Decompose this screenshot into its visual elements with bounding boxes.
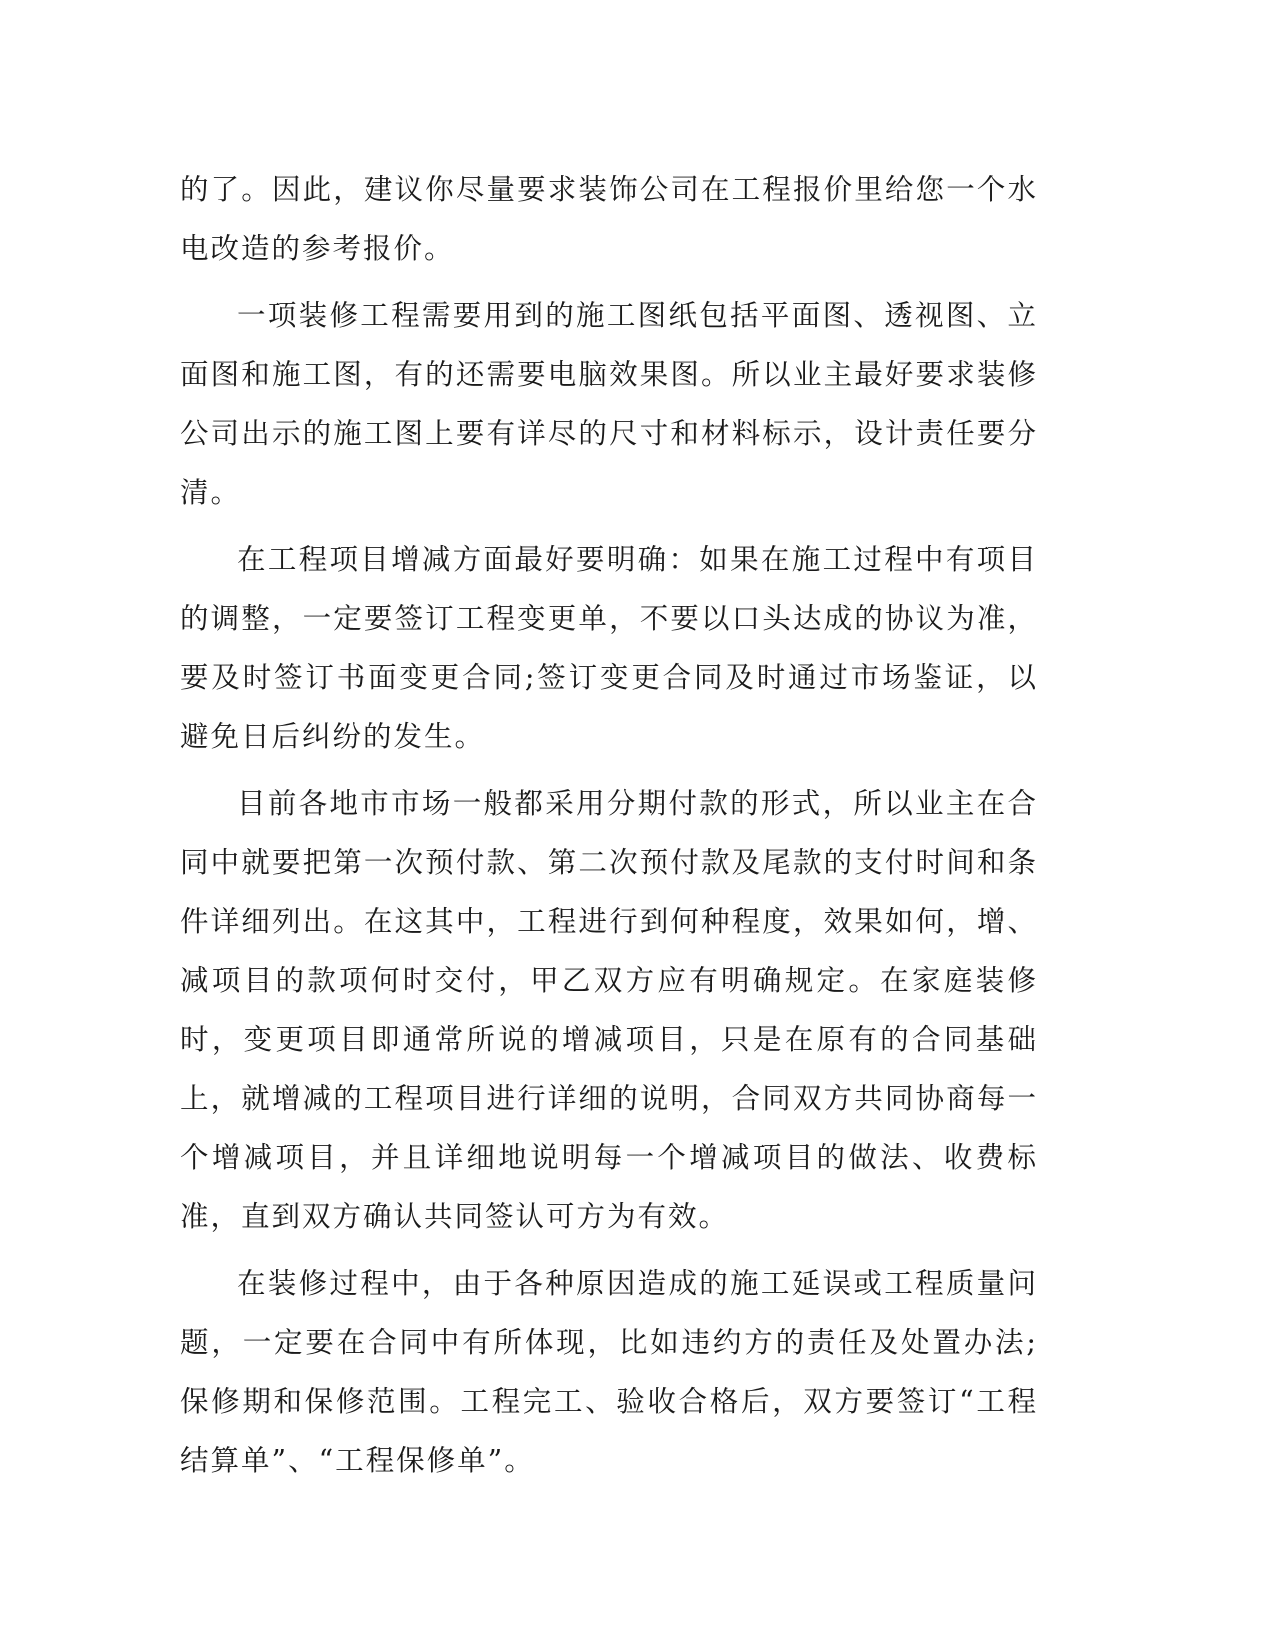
paragraph-drawings: 一项装修工程需要用到的施工图纸包括平面图、透视图、立面图和施工图，有的还需要电脑效果图。所以业主最好要求装修公司出示的施工图上要有详尽的尺寸和材料标示，设计责任要分清。 bbox=[180, 299, 1038, 509]
paragraph-continuation: 的了。因此，建议你尽量要求装饰公司在工程报价里给您一个水电改造的参考报价。 bbox=[180, 173, 1038, 265]
paragraph-project-changes: 在工程项目增减方面最好要明确：如果在施工过程中有项目的调整，一定要签订工程变更单，不要以口头达成的协议为准，要及时签订书面变更合同;签订变更合同及时通过市场鉴证，以避免日后纠纷的发生。 bbox=[180, 543, 1038, 753]
paragraph-payment-terms: 目前各地市市场一般都采用分期付款的形式，所以业主在合同中就要把第一次预付款、第二次预付款及尾款的支付时间和条件详细列出。在这其中，工程进行到何种程度，效果如何，增、减项目的款项何时交付，甲乙双方应有明确规定。在家庭装修时，变更项目即通常所说的增减项目，只是在原有的合同基础上，就增减的工程项目进行详细的说明，合同双方共同协商每一个增减项目，并且详细地说明每一个增减项目的做法、收费标准，直到双方确认共同签认可方为有效。 bbox=[180, 787, 1038, 1233]
paragraph-warranty: 在装修过程中，由于各种原因造成的施工延误或工程质量问题，一定要在合同中有所体现，比如违约方的责任及处置办法;保修期和保修范围。工程完工、验收合格后，双方要签订“工程结算单”、“工程保修单”。 bbox=[180, 1267, 1038, 1477]
document-body bbox=[180, 160, 1038, 1498]
